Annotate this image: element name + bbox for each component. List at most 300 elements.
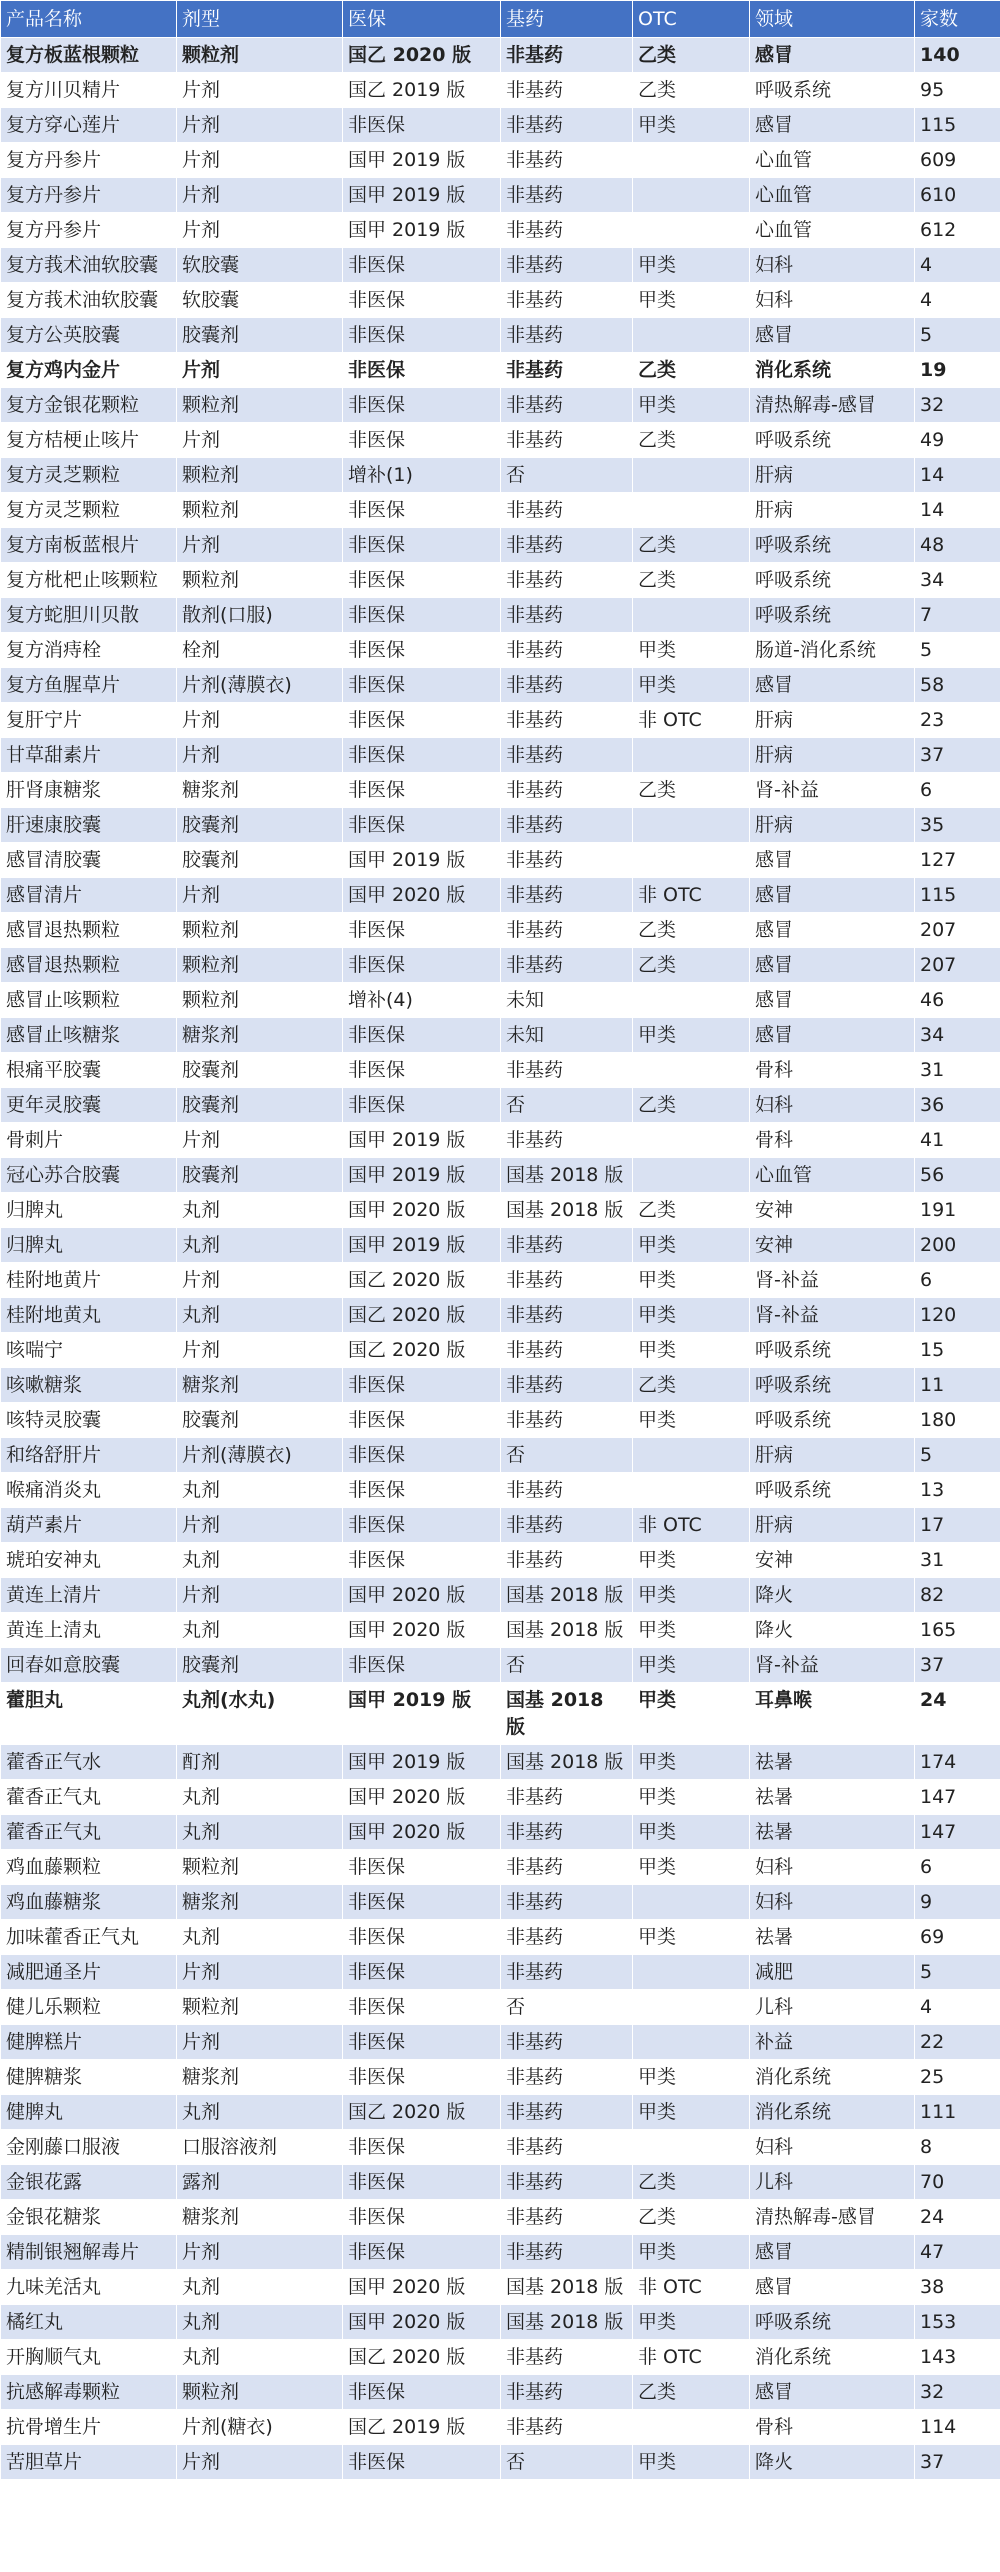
cell-product-name: 复方枇杷止咳颗粒 <box>1 563 177 598</box>
cell-count: 41 <box>915 1123 1000 1158</box>
cell-otc: 甲类 <box>633 668 750 703</box>
cell-insurance: 非医保 <box>343 2445 501 2480</box>
table-row <box>1 1955 1000 1990</box>
cell-field: 祛暑 <box>750 1815 915 1850</box>
cell-dosage-form: 颗粒剂 <box>177 1850 343 1885</box>
cell-product-name: 复肝宁片 <box>1 703 177 738</box>
cell-count: 47 <box>915 2235 1000 2270</box>
table-row <box>1 1745 1000 1780</box>
cell-essential-drug: 国基 2018 版 <box>501 1193 633 1228</box>
cell-count: 6 <box>915 773 1000 808</box>
cell-dosage-form: 糖浆剂 <box>177 1368 343 1403</box>
cell-product-name: 复方南板蓝根片 <box>1 528 177 563</box>
cell-dosage-form: 片剂 <box>177 878 343 913</box>
cell-insurance: 非医保 <box>343 1885 501 1920</box>
cell-otc: 乙类 <box>633 2200 750 2235</box>
cell-otc <box>633 983 750 1018</box>
cell-insurance: 非医保 <box>343 1053 501 1088</box>
table-row <box>1 2130 1000 2165</box>
cell-field: 感冒 <box>750 1018 915 1053</box>
cell-field: 感冒 <box>750 878 915 913</box>
cell-count: 6 <box>915 1850 1000 1885</box>
table-row <box>1 2095 1000 2130</box>
cell-essential-drug: 非基药 <box>501 2340 633 2375</box>
cell-field: 安神 <box>750 1228 915 1263</box>
cell-essential-drug: 非基药 <box>501 38 633 73</box>
cell-count: 147 <box>915 1780 1000 1815</box>
table-row <box>1 2340 1000 2375</box>
cell-otc <box>633 1885 750 1920</box>
cell-field: 呼吸系统 <box>750 1403 915 1438</box>
cell-otc: 甲类 <box>633 1298 750 1333</box>
table-row <box>1 1193 1000 1228</box>
cell-field: 感冒 <box>750 2270 915 2305</box>
cell-count: 24 <box>915 2200 1000 2235</box>
cell-dosage-form: 栓剂 <box>177 633 343 668</box>
cell-product-name: 复方公英胶囊 <box>1 318 177 353</box>
cell-count: 610 <box>915 178 1000 213</box>
cell-insurance: 国甲 2020 版 <box>343 1780 501 1815</box>
cell-product-name: 复方川贝精片 <box>1 73 177 108</box>
cell-count: 180 <box>915 1403 1000 1438</box>
cell-product-name: 健脾丸 <box>1 2095 177 2130</box>
cell-otc: 甲类 <box>633 388 750 423</box>
cell-otc: 甲类 <box>633 283 750 318</box>
cell-essential-drug: 非基药 <box>501 318 633 353</box>
cell-insurance: 国甲 2020 版 <box>343 1815 501 1850</box>
cell-dosage-form: 片剂 <box>177 1123 343 1158</box>
cell-field: 肝病 <box>750 703 915 738</box>
cell-essential-drug: 非基药 <box>501 178 633 213</box>
cell-count: 8 <box>915 2130 1000 2165</box>
cell-field: 肾-补益 <box>750 773 915 808</box>
cell-field: 呼吸系统 <box>750 73 915 108</box>
cell-field: 心血管 <box>750 213 915 248</box>
table-row <box>1 1613 1000 1648</box>
cell-dosage-form: 软胶囊 <box>177 248 343 283</box>
cell-product-name: 藿胆丸 <box>1 1683 177 1745</box>
cell-essential-drug: 非基药 <box>501 1508 633 1543</box>
cell-product-name: 复方蛇胆川贝散 <box>1 598 177 633</box>
cell-count: 120 <box>915 1298 1000 1333</box>
cell-count: 191 <box>915 1193 1000 1228</box>
cell-count: 207 <box>915 948 1000 983</box>
cell-count: 15 <box>915 1333 1000 1368</box>
cell-dosage-form: 散剂(口服) <box>177 598 343 633</box>
cell-field: 补益 <box>750 2025 915 2060</box>
cell-field: 消化系统 <box>750 2095 915 2130</box>
cell-otc: 乙类 <box>633 353 750 388</box>
cell-dosage-form: 胶囊剂 <box>177 843 343 878</box>
cell-otc: 甲类 <box>633 1543 750 1578</box>
cell-insurance: 非医保 <box>343 493 501 528</box>
cell-essential-drug: 非基药 <box>501 248 633 283</box>
cell-dosage-form: 丸剂 <box>177 1815 343 1850</box>
cell-field: 消化系统 <box>750 353 915 388</box>
table-row <box>1 878 1000 913</box>
cell-count: 115 <box>915 108 1000 143</box>
column-header-count[interactable]: 家数 <box>915 1 1000 38</box>
cell-field: 消化系统 <box>750 2060 915 2095</box>
cell-field: 骨科 <box>750 2410 915 2445</box>
cell-insurance: 非医保 <box>343 1403 501 1438</box>
cell-otc: 甲类 <box>633 1815 750 1850</box>
cell-dosage-form: 胶囊剂 <box>177 1403 343 1438</box>
cell-insurance: 非医保 <box>343 1543 501 1578</box>
table-row <box>1 458 1000 493</box>
cell-field: 祛暑 <box>750 1920 915 1955</box>
cell-product-name: 葫芦素片 <box>1 1508 177 1543</box>
cell-otc <box>633 598 750 633</box>
cell-field: 安神 <box>750 1543 915 1578</box>
cell-dosage-form: 颗粒剂 <box>177 983 343 1018</box>
cell-dosage-form: 片剂(糖衣) <box>177 2410 343 2445</box>
cell-product-name: 复方丹参片 <box>1 178 177 213</box>
cell-insurance: 国甲 2019 版 <box>343 213 501 248</box>
cell-dosage-form: 糖浆剂 <box>177 2060 343 2095</box>
table-row <box>1 73 1000 108</box>
cell-insurance: 非医保 <box>343 2235 501 2270</box>
cell-field: 肾-补益 <box>750 1263 915 1298</box>
cell-count: 35 <box>915 808 1000 843</box>
cell-product-name: 冠心苏合胶囊 <box>1 1158 177 1193</box>
cell-otc: 甲类 <box>633 1920 750 1955</box>
cell-product-name: 复方穿心莲片 <box>1 108 177 143</box>
cell-field: 妇科 <box>750 1088 915 1123</box>
cell-count: 31 <box>915 1053 1000 1088</box>
table-row <box>1 843 1000 878</box>
cell-dosage-form: 丸剂 <box>177 2095 343 2130</box>
cell-otc: 甲类 <box>633 1403 750 1438</box>
cell-product-name: 复方灵芝颗粒 <box>1 458 177 493</box>
cell-essential-drug: 非基药 <box>501 213 633 248</box>
cell-dosage-form: 丸剂 <box>177 1228 343 1263</box>
cell-product-name: 感冒清片 <box>1 878 177 913</box>
cell-field: 肝病 <box>750 1508 915 1543</box>
cell-product-name: 减肥通圣片 <box>1 1955 177 1990</box>
cell-dosage-form: 片剂 <box>177 143 343 178</box>
table-row <box>1 1508 1000 1543</box>
table-row <box>1 1123 1000 1158</box>
cell-otc <box>633 178 750 213</box>
cell-count: 4 <box>915 1990 1000 2025</box>
cell-count: 14 <box>915 493 1000 528</box>
column-header-insurance[interactable]: 医保 <box>343 1 501 38</box>
table-row <box>1 2375 1000 2410</box>
cell-field: 感冒 <box>750 843 915 878</box>
cell-insurance: 非医保 <box>343 1850 501 1885</box>
cell-dosage-form: 片剂 <box>177 1508 343 1543</box>
cell-essential-drug: 非基药 <box>501 1263 633 1298</box>
table-row <box>1 1368 1000 1403</box>
cell-essential-drug: 非基药 <box>501 843 633 878</box>
table-row <box>1 2200 1000 2235</box>
cell-otc: 乙类 <box>633 528 750 563</box>
cell-dosage-form: 颗粒剂 <box>177 913 343 948</box>
cell-insurance: 非医保 <box>343 108 501 143</box>
cell-count: 4 <box>915 283 1000 318</box>
table-row <box>1 983 1000 1018</box>
cell-dosage-form: 胶囊剂 <box>177 1158 343 1193</box>
cell-otc: 甲类 <box>633 1683 750 1745</box>
cell-field: 心血管 <box>750 143 915 178</box>
cell-dosage-form: 颗粒剂 <box>177 493 343 528</box>
column-header-essential[interactable]: 基药 <box>501 1 633 38</box>
cell-otc: 乙类 <box>633 913 750 948</box>
table-row <box>1 2270 1000 2305</box>
cell-product-name: 藿香正气丸 <box>1 1815 177 1850</box>
cell-insurance: 非医保 <box>343 2375 501 2410</box>
cell-essential-drug: 否 <box>501 458 633 493</box>
cell-insurance: 非医保 <box>343 1088 501 1123</box>
cell-field: 妇科 <box>750 1885 915 1920</box>
cell-count: 32 <box>915 2375 1000 2410</box>
cell-essential-drug: 非基药 <box>501 73 633 108</box>
cell-dosage-form: 丸剂(水丸) <box>177 1683 343 1745</box>
table-row <box>1 2025 1000 2060</box>
cell-count: 174 <box>915 1745 1000 1780</box>
cell-field: 妇科 <box>750 2130 915 2165</box>
cell-product-name: 感冒清胶囊 <box>1 843 177 878</box>
cell-field: 妇科 <box>750 283 915 318</box>
cell-essential-drug: 否 <box>501 2445 633 2480</box>
cell-insurance: 非医保 <box>343 1438 501 1473</box>
table-row <box>1 1578 1000 1613</box>
cell-otc: 乙类 <box>633 2375 750 2410</box>
cell-otc: 乙类 <box>633 948 750 983</box>
cell-field: 肝病 <box>750 458 915 493</box>
cell-field: 耳鼻喉 <box>750 1683 915 1745</box>
cell-field: 心血管 <box>750 178 915 213</box>
table-body <box>1 38 1000 2480</box>
cell-insurance: 非医保 <box>343 353 501 388</box>
cell-essential-drug: 非基药 <box>501 2200 633 2235</box>
cell-product-name: 健儿乐颗粒 <box>1 1990 177 2025</box>
cell-insurance: 国甲 2019 版 <box>343 178 501 213</box>
cell-field: 感冒 <box>750 108 915 143</box>
cell-count: 207 <box>915 913 1000 948</box>
cell-otc: 乙类 <box>633 563 750 598</box>
cell-essential-drug: 非基药 <box>501 2375 633 2410</box>
table-row <box>1 143 1000 178</box>
cell-product-name: 复方丹参片 <box>1 213 177 248</box>
cell-count: 111 <box>915 2095 1000 2130</box>
cell-insurance: 非医保 <box>343 773 501 808</box>
cell-essential-drug: 国基 2018 版 <box>501 1158 633 1193</box>
cell-otc <box>633 1473 750 1508</box>
cell-field: 肝病 <box>750 493 915 528</box>
cell-essential-drug: 非基药 <box>501 1955 633 1990</box>
cell-field: 呼吸系统 <box>750 1368 915 1403</box>
cell-otc <box>633 493 750 528</box>
cell-count: 11 <box>915 1368 1000 1403</box>
cell-count: 17 <box>915 1508 1000 1543</box>
table-row <box>1 913 1000 948</box>
cell-otc: 非 OTC <box>633 2340 750 2375</box>
cell-field: 呼吸系统 <box>750 1473 915 1508</box>
cell-field: 肾-补益 <box>750 1648 915 1683</box>
cell-essential-drug: 国基 2018 版 <box>501 1578 633 1613</box>
cell-product-name: 咳喘宁 <box>1 1333 177 1368</box>
cell-dosage-form: 糖浆剂 <box>177 2200 343 2235</box>
cell-field: 呼吸系统 <box>750 598 915 633</box>
cell-essential-drug: 国基 2018 版 <box>501 1613 633 1648</box>
cell-insurance: 非医保 <box>343 1955 501 1990</box>
cell-field: 感冒 <box>750 668 915 703</box>
cell-count: 147 <box>915 1815 1000 1850</box>
cell-dosage-form: 丸剂 <box>177 1613 343 1648</box>
table-row <box>1 1403 1000 1438</box>
cell-product-name: 开胸顺气丸 <box>1 2340 177 2375</box>
cell-dosage-form: 软胶囊 <box>177 283 343 318</box>
cell-count: 5 <box>915 633 1000 668</box>
cell-insurance: 国甲 2019 版 <box>343 143 501 178</box>
cell-count: 127 <box>915 843 1000 878</box>
table-row <box>1 38 1000 73</box>
cell-insurance: 非医保 <box>343 388 501 423</box>
cell-product-name: 鸡血藤糖浆 <box>1 1885 177 1920</box>
cell-insurance: 国甲 2019 版 <box>343 843 501 878</box>
cell-product-name: 复方金银花颗粒 <box>1 388 177 423</box>
cell-essential-drug: 非基药 <box>501 353 633 388</box>
cell-product-name: 复方丹参片 <box>1 143 177 178</box>
cell-field: 祛暑 <box>750 1745 915 1780</box>
cell-insurance: 非医保 <box>343 598 501 633</box>
cell-product-name: 琥珀安神丸 <box>1 1543 177 1578</box>
table-row <box>1 388 1000 423</box>
cell-count: 4 <box>915 248 1000 283</box>
table-row <box>1 1815 1000 1850</box>
cell-product-name: 肝肾康糖浆 <box>1 773 177 808</box>
cell-product-name: 金刚藤口服液 <box>1 2130 177 2165</box>
cell-dosage-form: 丸剂 <box>177 2305 343 2340</box>
cell-otc <box>633 808 750 843</box>
table-row <box>1 248 1000 283</box>
cell-field: 儿科 <box>750 2165 915 2200</box>
cell-product-name: 咳嗽糖浆 <box>1 1368 177 1403</box>
cell-insurance: 非医保 <box>343 2130 501 2165</box>
table-row <box>1 1990 1000 2025</box>
cell-otc <box>633 458 750 493</box>
cell-dosage-form: 口服溶液剂 <box>177 2130 343 2165</box>
cell-product-name: 桂附地黄片 <box>1 1263 177 1298</box>
cell-product-name: 和络舒肝片 <box>1 1438 177 1473</box>
cell-count: 46 <box>915 983 1000 1018</box>
cell-essential-drug: 非基药 <box>501 1333 633 1368</box>
cell-dosage-form: 片剂 <box>177 73 343 108</box>
cell-dosage-form: 丸剂 <box>177 1780 343 1815</box>
cell-dosage-form: 片剂 <box>177 2445 343 2480</box>
cell-dosage-form: 片剂(薄膜衣) <box>177 668 343 703</box>
cell-essential-drug: 非基药 <box>501 913 633 948</box>
cell-dosage-form: 丸剂 <box>177 1473 343 1508</box>
cell-product-name: 精制银翘解毒片 <box>1 2235 177 2270</box>
cell-essential-drug: 非基药 <box>501 1053 633 1088</box>
cell-otc: 甲类 <box>633 1333 750 1368</box>
cell-essential-drug: 非基药 <box>501 1473 633 1508</box>
cell-essential-drug: 非基药 <box>501 2235 633 2270</box>
table-row <box>1 2410 1000 2445</box>
cell-dosage-form: 片剂 <box>177 108 343 143</box>
table-row <box>1 1648 1000 1683</box>
cell-otc: 甲类 <box>633 1228 750 1263</box>
cell-field: 消化系统 <box>750 2340 915 2375</box>
cell-otc: 甲类 <box>633 2060 750 2095</box>
cell-insurance: 国甲 2020 版 <box>343 2270 501 2305</box>
cell-product-name: 健脾糕片 <box>1 2025 177 2060</box>
cell-product-name: 藿香正气水 <box>1 1745 177 1780</box>
cell-count: 95 <box>915 73 1000 108</box>
table-row <box>1 738 1000 773</box>
cell-field: 降火 <box>750 1578 915 1613</box>
table-row <box>1 528 1000 563</box>
cell-otc <box>633 843 750 878</box>
cell-dosage-form: 颗粒剂 <box>177 458 343 493</box>
cell-otc: 非 OTC <box>633 703 750 738</box>
cell-count: 24 <box>915 1683 1000 1745</box>
column-header-field[interactable]: 领域 <box>750 1 915 38</box>
column-header-otc[interactable]: OTC <box>633 1 750 38</box>
cell-insurance: 国乙 2019 版 <box>343 2410 501 2445</box>
cell-field: 肝病 <box>750 808 915 843</box>
table-row <box>1 1920 1000 1955</box>
table-row <box>1 668 1000 703</box>
cell-product-name: 九味羌活丸 <box>1 2270 177 2305</box>
cell-count: 5 <box>915 1955 1000 1990</box>
cell-field: 减肥 <box>750 1955 915 1990</box>
cell-insurance: 国乙 2020 版 <box>343 2340 501 2375</box>
cell-product-name: 抗感解毒颗粒 <box>1 2375 177 2410</box>
cell-essential-drug: 非基药 <box>501 633 633 668</box>
cell-product-name: 金银花糖浆 <box>1 2200 177 2235</box>
cell-insurance: 非医保 <box>343 2200 501 2235</box>
cell-otc: 甲类 <box>633 2305 750 2340</box>
cell-essential-drug: 非基药 <box>501 948 633 983</box>
cell-insurance: 国甲 2020 版 <box>343 2305 501 2340</box>
cell-otc <box>633 1955 750 1990</box>
cell-count: 143 <box>915 2340 1000 2375</box>
cell-dosage-form: 片剂 <box>177 1333 343 1368</box>
column-header-form[interactable]: 剂型 <box>177 1 343 38</box>
cell-dosage-form: 胶囊剂 <box>177 1088 343 1123</box>
cell-product-name: 健脾糖浆 <box>1 2060 177 2095</box>
cell-otc <box>633 318 750 353</box>
cell-essential-drug: 非基药 <box>501 1815 633 1850</box>
table-header-row <box>1 1 1000 38</box>
table-row <box>1 108 1000 143</box>
cell-essential-drug: 国基 2018 版 <box>501 2270 633 2305</box>
cell-essential-drug: 国基 2018 版 <box>501 1745 633 1780</box>
cell-insurance: 非医保 <box>343 528 501 563</box>
cell-field: 骨科 <box>750 1123 915 1158</box>
cell-count: 22 <box>915 2025 1000 2060</box>
cell-otc: 甲类 <box>633 633 750 668</box>
cell-count: 13 <box>915 1473 1000 1508</box>
cell-product-name: 骨刺片 <box>1 1123 177 1158</box>
column-header-name[interactable]: 产品名称 <box>1 1 177 38</box>
cell-essential-drug: 非基药 <box>501 668 633 703</box>
cell-dosage-form: 片剂 <box>177 528 343 563</box>
cell-otc: 甲类 <box>633 1613 750 1648</box>
cell-product-name: 咳特灵胶囊 <box>1 1403 177 1438</box>
table-row <box>1 948 1000 983</box>
cell-otc <box>633 2130 750 2165</box>
cell-essential-drug: 非基药 <box>501 1780 633 1815</box>
cell-product-name: 根痛平胶囊 <box>1 1053 177 1088</box>
cell-field: 祛暑 <box>750 1780 915 1815</box>
table-row <box>1 318 1000 353</box>
cell-insurance: 非医保 <box>343 318 501 353</box>
